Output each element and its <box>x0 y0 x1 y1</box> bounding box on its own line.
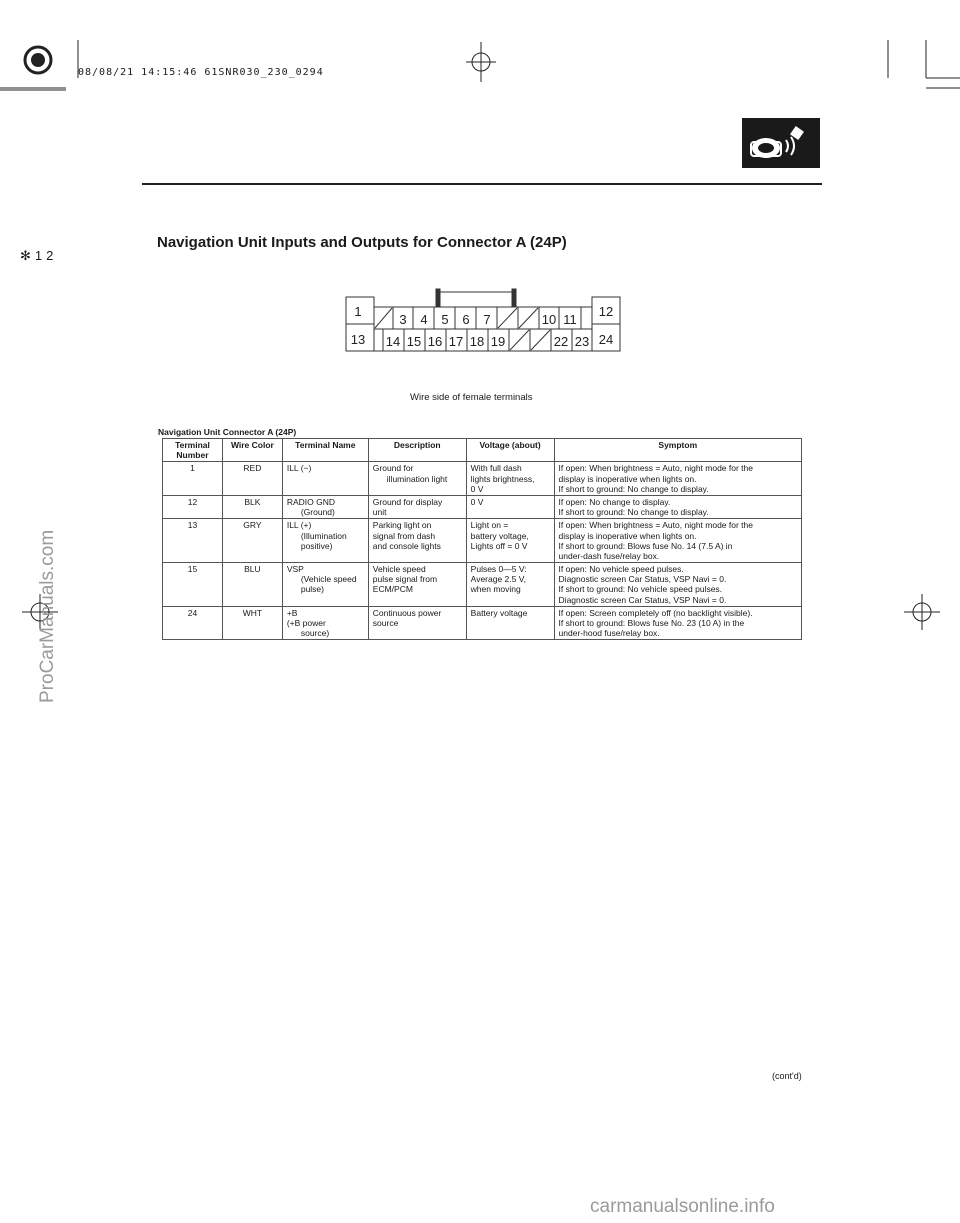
pin-label: 5 <box>441 312 449 327</box>
description: Vehicle speed pulse signal from ECM/PCM <box>368 563 466 607</box>
pin-label: 17 <box>448 334 464 349</box>
pin-label: 19 <box>490 334 506 349</box>
voltage: Battery voltage <box>466 606 554 640</box>
column-header: Terminal Number <box>163 439 223 462</box>
pin-label: 18 <box>469 334 485 349</box>
description: Ground for display unit <box>368 495 466 518</box>
side-watermark: ProCarManuals.com <box>37 529 58 703</box>
voltage: With full dash lights brightness, 0 V <box>466 462 554 496</box>
terminal-number: 24 <box>163 606 223 640</box>
terminal-number: 15 <box>163 563 223 607</box>
table-row <box>163 606 802 640</box>
pin-label: 4 <box>420 312 428 327</box>
pin-label: 22 <box>553 334 569 349</box>
voltage: 0 V <box>466 495 554 518</box>
column-header: Voltage (about) <box>466 439 554 462</box>
symptom: If open: When brightness = Auto, night mode for the display is inoperative when lights on. If short to ground: No change to display. <box>554 462 801 496</box>
table-header-row <box>163 439 802 462</box>
pin-label: 23 <box>574 334 590 349</box>
page-number: ✻12 <box>20 248 58 263</box>
io-table <box>162 438 802 640</box>
pin-label: 15 <box>406 334 422 349</box>
print-stamp: 08/08/21 14:15:46 61SNR030_230_0294 <box>78 67 324 78</box>
wire-color: BLU <box>222 563 282 607</box>
table-row <box>163 495 802 518</box>
pin-label: 6 <box>462 312 470 327</box>
pin-label: 16 <box>427 334 443 349</box>
navigation-section-icon <box>742 118 820 168</box>
symptom: If open: When brightness = Auto, night mode for the display is inoperative when lights on. If short to ground: Blows fuse No. 14 (7.5 A) in under-dash fuse/relay box. <box>554 519 801 563</box>
voltage: Pulses 0—5 V: Average 2.5 V, when moving <box>466 563 554 607</box>
page-title: Navigation Unit Inputs and Outputs for Connector A (24P) <box>157 234 567 251</box>
wire-color: BLK <box>222 495 282 518</box>
footer-watermark: carmanualsonline.info <box>590 1196 775 1217</box>
terminal-name: VSP (Vehicle speed pulse) <box>282 563 368 607</box>
pin-label: 3 <box>399 312 407 327</box>
pin-label: 10 <box>541 312 557 327</box>
symptom: If open: No change to display. If short to ground: No change to display. <box>554 495 801 518</box>
description: Ground for illumination light <box>368 462 466 496</box>
column-header: Description <box>368 439 466 462</box>
column-header: Terminal Name <box>282 439 368 462</box>
terminal-number: 13 <box>163 519 223 563</box>
terminal-name: RADIO GND (Ground) <box>282 495 368 518</box>
table-row <box>163 519 802 563</box>
pin-label: 14 <box>385 334 401 349</box>
pin-label: 1 <box>354 304 362 319</box>
symptom: If open: No vehicle speed pulses. Diagnostic screen Car Status, VSP Navi = 0. If short to ground: No vehicle speed pulses. Diagnostic screen Car Status, VSP Navi = 0. <box>554 563 801 607</box>
pin-label: 11 <box>563 312 577 327</box>
description: Parking light on signal from dash and console lights <box>368 519 466 563</box>
table-caption: Navigation Unit Connector A (24P) <box>158 427 297 437</box>
terminal-number: 12 <box>163 495 223 518</box>
wire-color: WHT <box>222 606 282 640</box>
continued-note: (cont'd) <box>772 1071 802 1081</box>
pin-label: 24 <box>598 332 614 347</box>
pin-label: 13 <box>350 332 366 347</box>
terminal-number: 1 <box>163 462 223 496</box>
voltage: Light on = battery voltage, Lights off = 0 V <box>466 519 554 563</box>
symptom: If open: Screen completely off (no backlight visible). If short to ground: Blows fuse No. 23 (10 A) in the under-hood fuse/relay box. <box>554 606 801 640</box>
connector-caption: Wire side of female terminals <box>410 392 533 403</box>
column-header: Wire Color <box>222 439 282 462</box>
table-row <box>163 563 802 607</box>
pin-label: 7 <box>483 312 491 327</box>
pin-label: 12 <box>598 304 614 319</box>
header-rule <box>142 183 822 185</box>
terminal-name: +B (+B power source) <box>282 606 368 640</box>
table-row <box>163 462 802 496</box>
connector-diagram <box>345 288 625 354</box>
terminal-name: ILL (−) <box>282 462 368 496</box>
description: Continuous power source <box>368 606 466 640</box>
wire-color: GRY <box>222 519 282 563</box>
terminal-name: ILL (+) (Illumination positive) <box>282 519 368 563</box>
wire-color: RED <box>222 462 282 496</box>
column-header: Symptom <box>554 439 801 462</box>
